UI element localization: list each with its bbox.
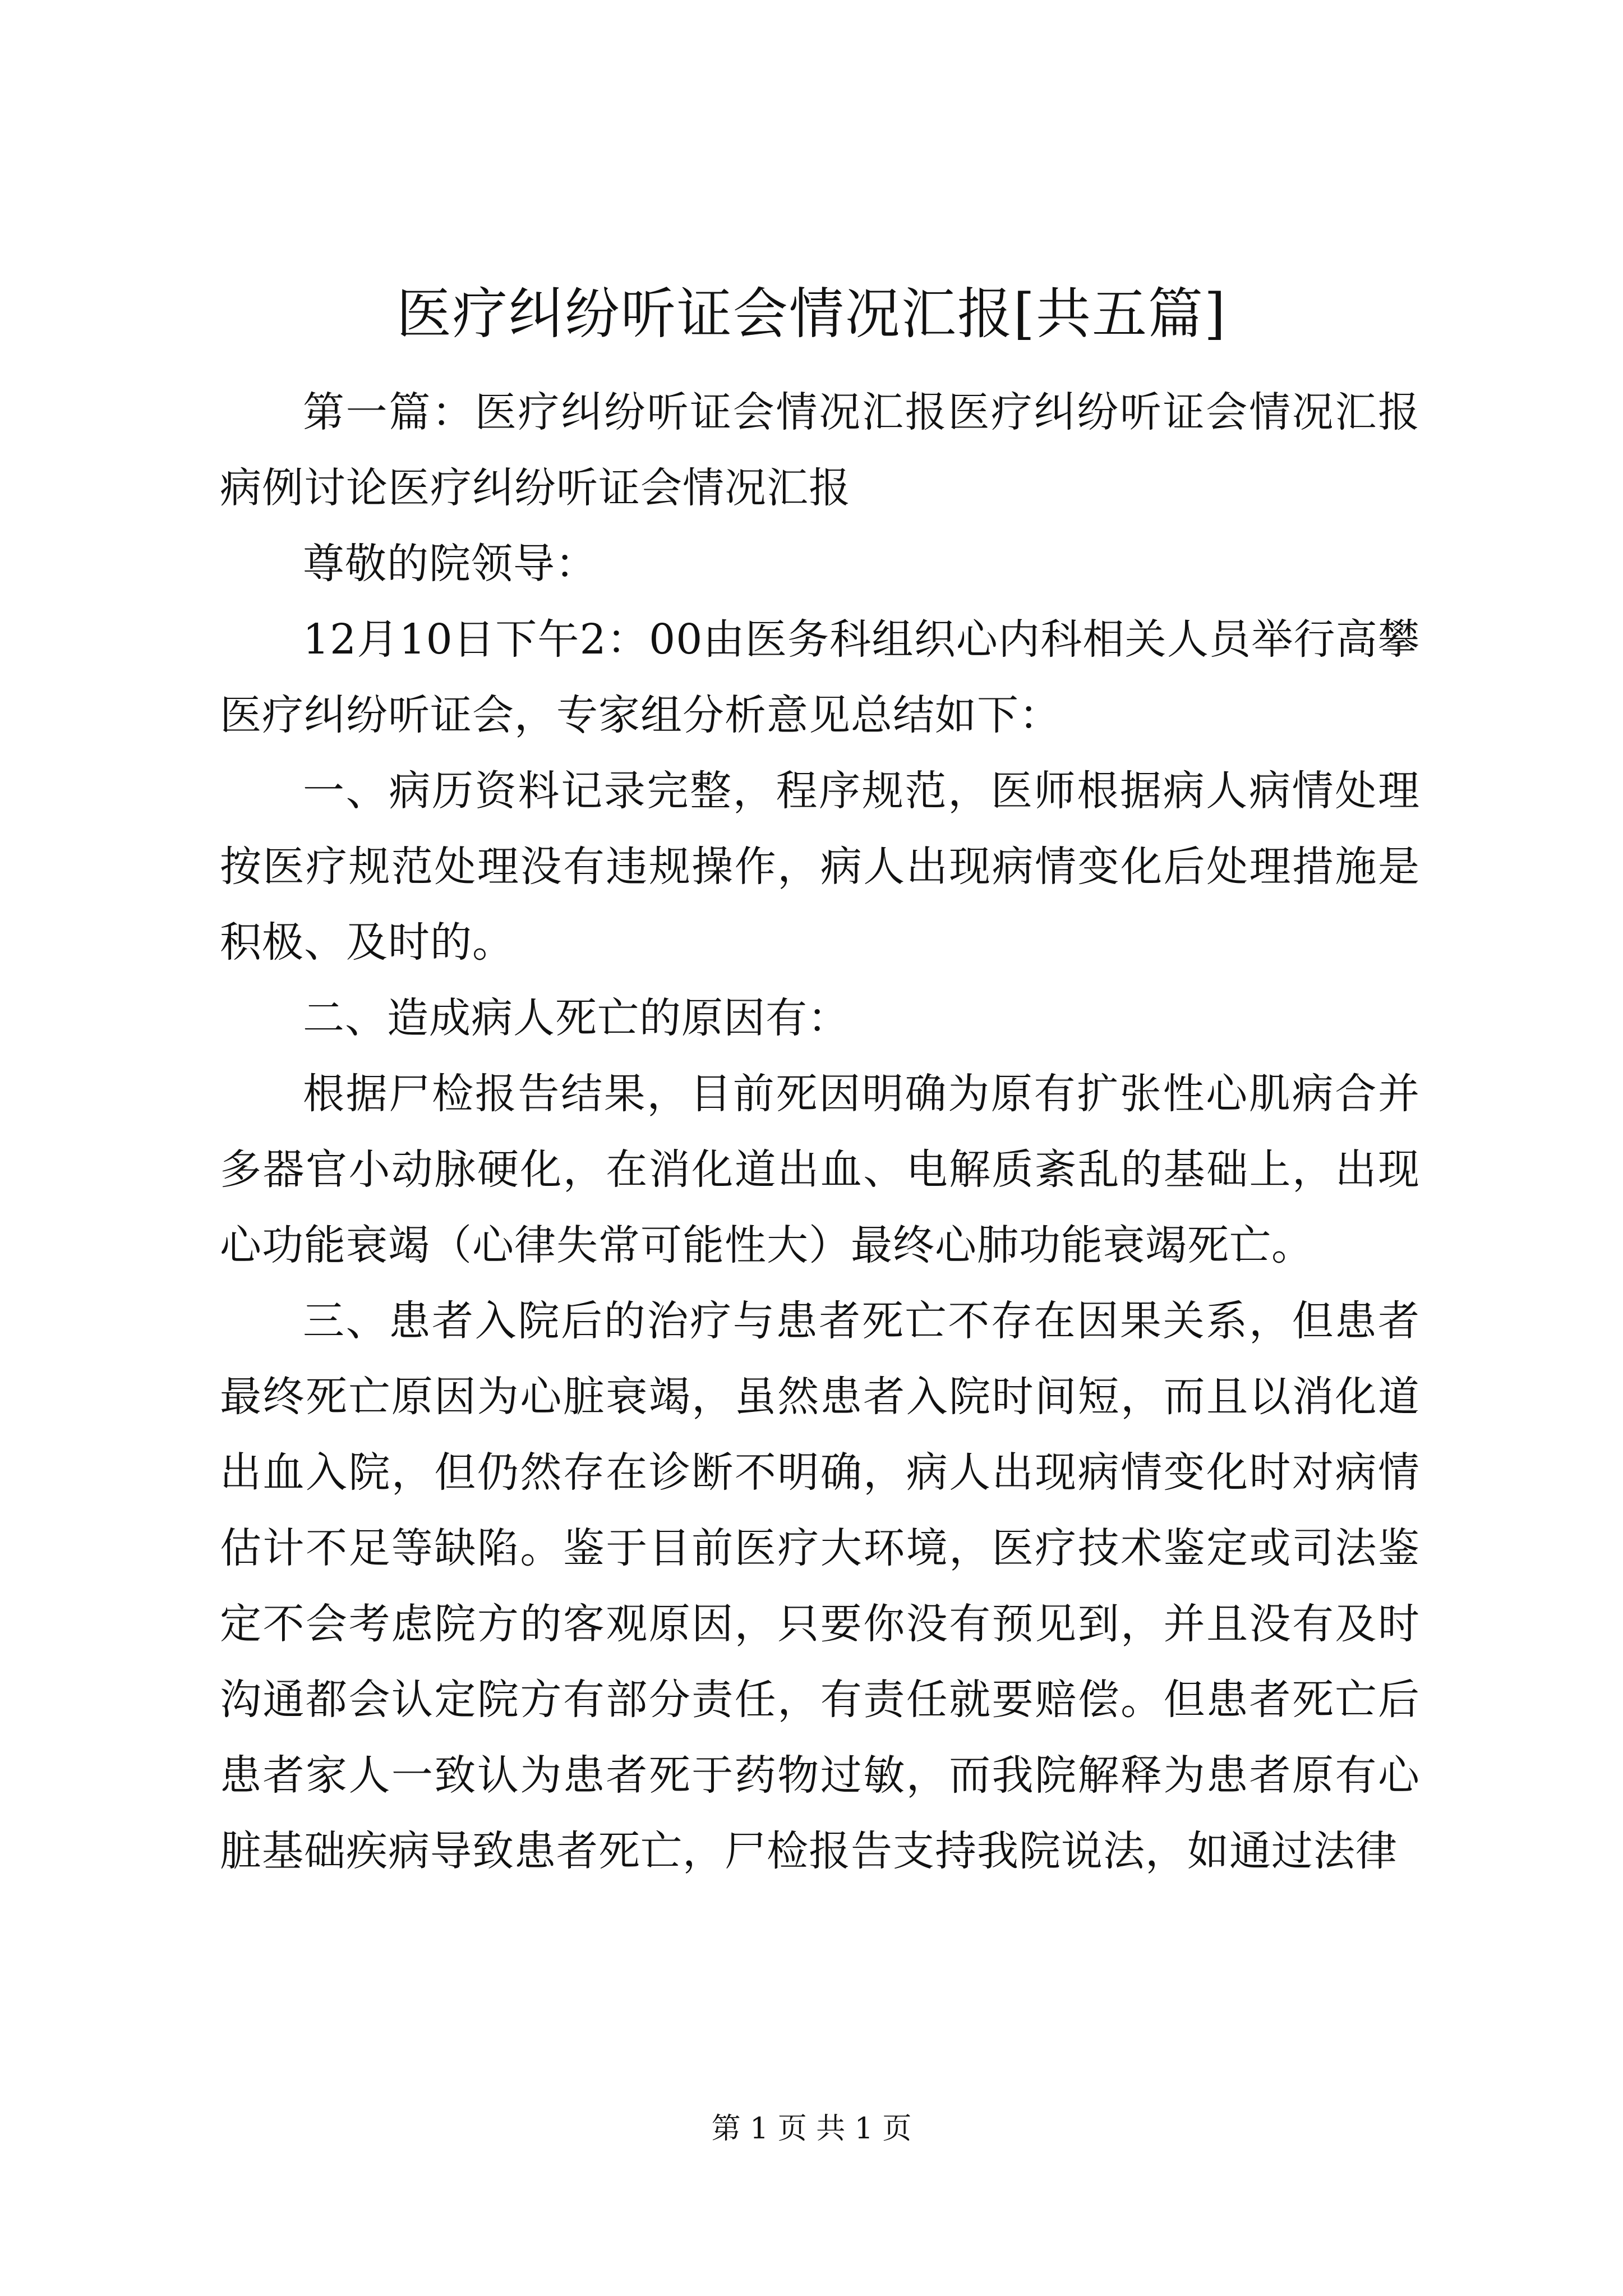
paragraph-salutation: 尊敬的院领导： bbox=[303, 540, 597, 588]
document-body bbox=[220, 375, 1420, 1889]
paragraph-point-one: 一、病历资料记录完整，程序规范，医师根据病人病情处理按医疗规范处理没有违规操作，病人出现病情变化后处理措施是积极、及时的。 bbox=[220, 767, 1420, 967]
paragraph-intro: 12月10日下午2：00由医务科组织心内科相关人员举行高攀医疗纠纷听证会，专家组分析意见总结如下： bbox=[220, 615, 1420, 739]
paragraph-point-three: 三、患者入院后的治疗与患者死亡不存在因果关系，但患者最终死亡原因为心脏衰竭，虽然患者入院时间短，而且以消化道出血入院，但仍然存在诊断不明确，病人出现病情变化时对病情估计不足等缺陷。鉴于目前医疗大环境，医疗技术鉴定或司法鉴定不会考虑院方的客观原因，只要你没有预见到，并且没有及时沟通都会认定院方有部分责任，有责任就要赔偿。但患者死亡后患者家人一致认为患者死于药物过敏，而我院解释为患者原有心脏基础疾病导致患者死亡，尸检报告支持我院说法，如通过法律 bbox=[220, 1297, 1420, 1875]
paragraph-heading: 第一篇：医疗纠纷听证会情况汇报医疗纠纷听证会情况汇报病例讨论医疗纠纷听证会情况汇报 bbox=[220, 388, 1420, 512]
paragraph-point-two: 二、造成病人死亡的原因有： bbox=[303, 994, 850, 1042]
document-title: 医疗纠纷听证会情况汇报[共五篇] bbox=[396, 282, 1227, 346]
page-footer: 第 1 页 共 1 页 bbox=[711, 2112, 912, 2146]
paragraph-cause-of-death: 根据尸检报告结果，目前死因明确为原有扩张性心肌病合并多器官小动脉硬化，在消化道出血、电解质紊乱的基础上，出现心功能衰竭（心律失常可能性大）最终心肺功能衰竭死亡。 bbox=[220, 1070, 1420, 1269]
